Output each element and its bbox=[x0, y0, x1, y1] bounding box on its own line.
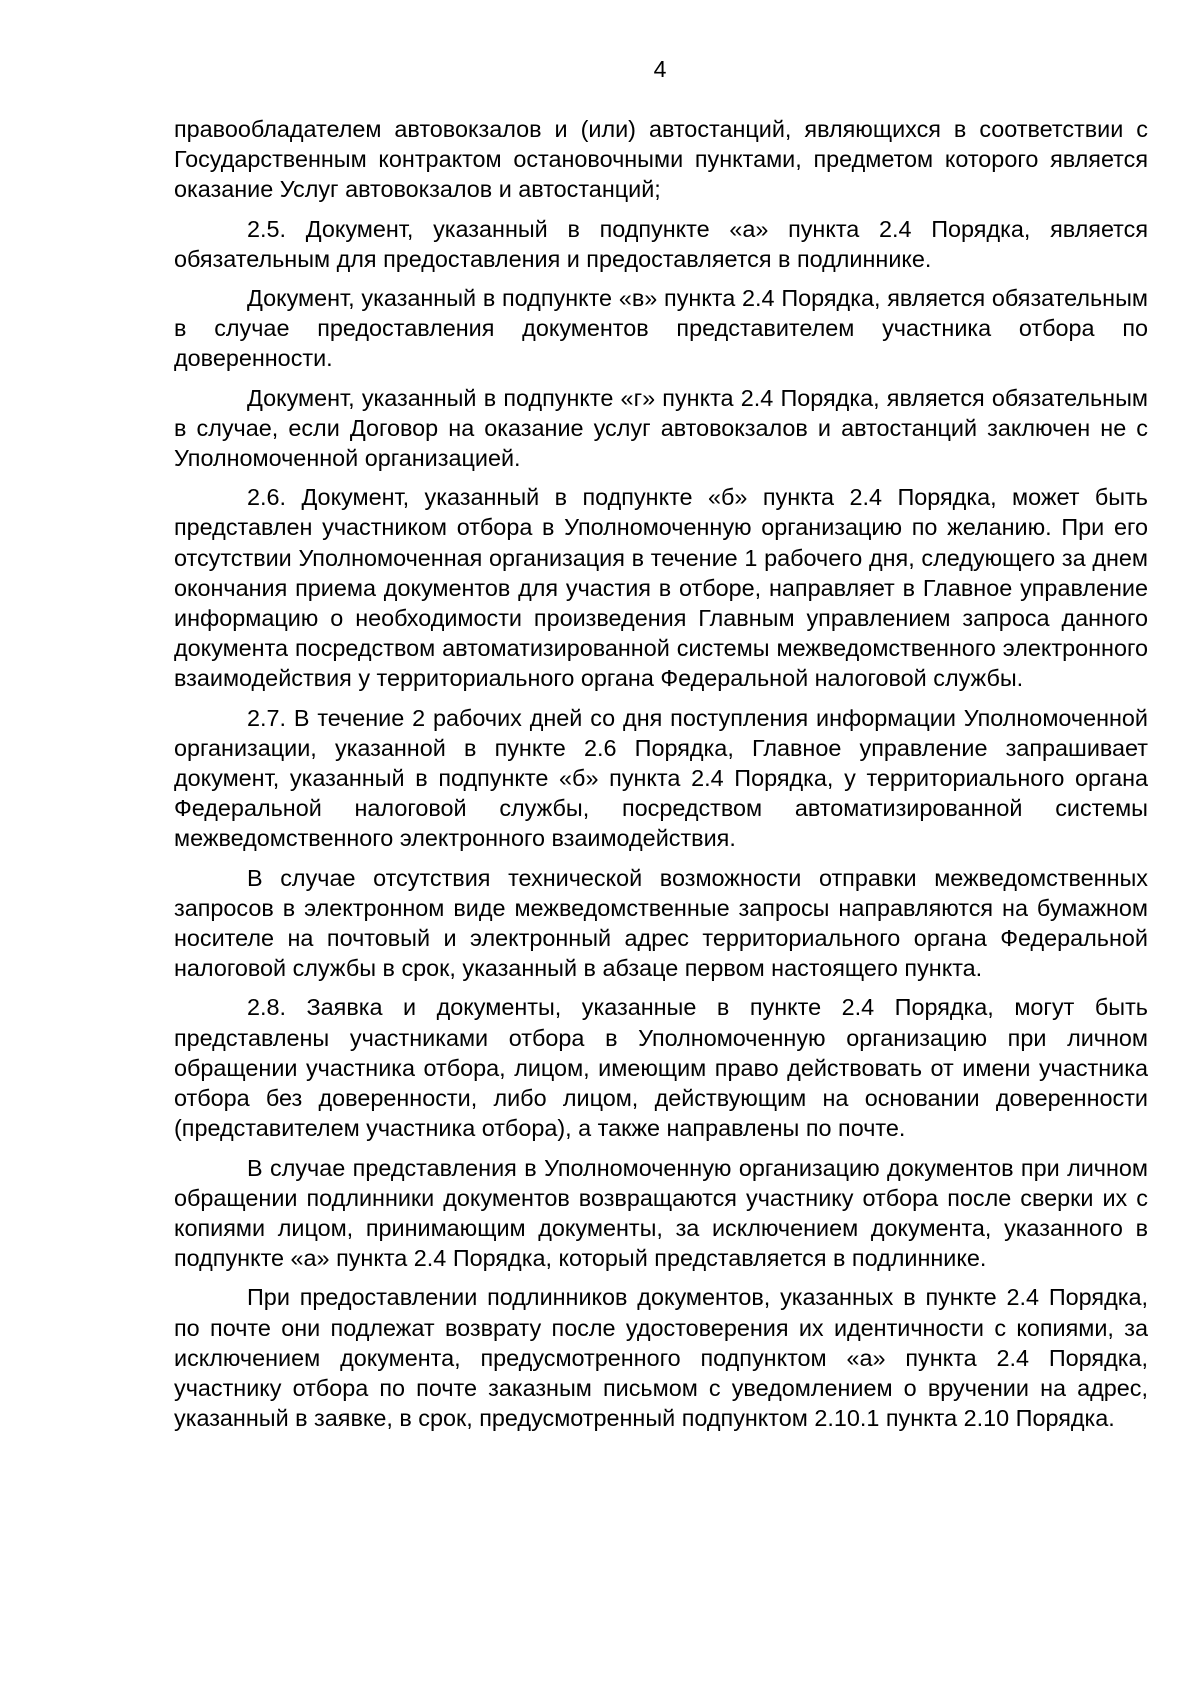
paragraph-2-5-document-g: Документ, указанный в подпункте «г» пункта 2.4 Порядка, является обязательным в случае, если Договор на оказание услуг автовокзалов и автостанций заключен не с Уполномоченной организацией. bbox=[174, 384, 1148, 472]
document-body bbox=[174, 114, 1148, 1442]
paragraph-2-8: 2.8. Заявка и документы, указанные в пункте 2.4 Порядка, могут быть представлены участниками отбора в Уполномоченную организацию при личном обращении участника отбора, лицом, имеющим право действовать от имени участника отбора без доверенности, либо лицом, действующим на основании доверенности (представителем участника отбора), а также направлены по почте. bbox=[174, 994, 1148, 1142]
paragraph-continuation: правообладателем автовокзалов и (или) автостанций, являющихся в соответствии с Государственным контрактом остановочными пунктами, предметом которого является оказание Услуг автовокзалов и автостанций; bbox=[174, 116, 1148, 203]
paragraph-2-5-document-v: Документ, указанный в подпункте «в» пункта 2.4 Порядка, является обязательным в случае предоставления документов представителем участника отбора по доверенности. bbox=[174, 285, 1148, 372]
paragraph-2-5: 2.5. Документ, указанный в подпункте «а» пункта 2.4 Порядка, является обязательным для предоставления и предоставляется в подлиннике. bbox=[174, 215, 1148, 272]
paragraph-2-8-originals-return: В случае представления в Уполномоченную организацию документов при личном обращении подлинники документов возвращаются участнику отбора после сверки их с копиями лицом, принимающим документы, за исключением документа, указанного в подпункте «а» пункта 2.4 Порядка, который представляется в подлиннике. bbox=[174, 1154, 1148, 1272]
paragraph-2-7: 2.7. В течение 2 рабочих дней со дня поступления информации Уполномоченной организации, указанной в пункте 2.6 Порядка, Главное управление запрашивает документ, указанный в подпункте «б» пункта 2.4 Порядка, у территориального органа Федеральной налоговой службы, посредством автоматизированной системы межведомственного электронного взаимодействия. bbox=[174, 704, 1148, 852]
paragraph-2-7-paper-requests: В случае отсутствия технической возможности отправки межведомственных запросов в электронном виде межведомственные запросы направляются на бумажном носителе на почтовый и электронный адрес территориального органа Федеральной налоговой службы в срок, указанный в абзаце первом настоящего пункта. bbox=[174, 864, 1148, 982]
paragraph-2-8-postal-return: При предоставлении подлинников документов, указанных в пункте 2.4 Порядка, по почте они подлежат возврату после удостоверения их идентичности с копиями, за исключением документа, предусмотренного подпунктом «а» пункта 2.4 Порядка, участнику отбора по почте заказным письмом с уведомлением о вручении на адрес, указанный в заявке, в срок, предусмотренный подпунктом 2.10.1 пункта 2.10 Порядка. bbox=[174, 1284, 1148, 1432]
paragraph-2-6: 2.6. Документ, указанный в подпункте «б» пункта 2.4 Порядка, может быть представлен участником отбора в Уполномоченную организацию по желанию. При его отсутствии Уполномоченная организация в течение 1 рабочего дня, следующего за днем окончания приема документов для участия в отборе, направляет в Главное управление информацию о необходимости произведения Главным управлением запроса данного документа посредством автоматизированной системы межведомственного электронного взаимодействия у территориального органа Федеральной налоговой службы. bbox=[174, 484, 1148, 692]
page-number: 4 bbox=[653, 56, 667, 82]
